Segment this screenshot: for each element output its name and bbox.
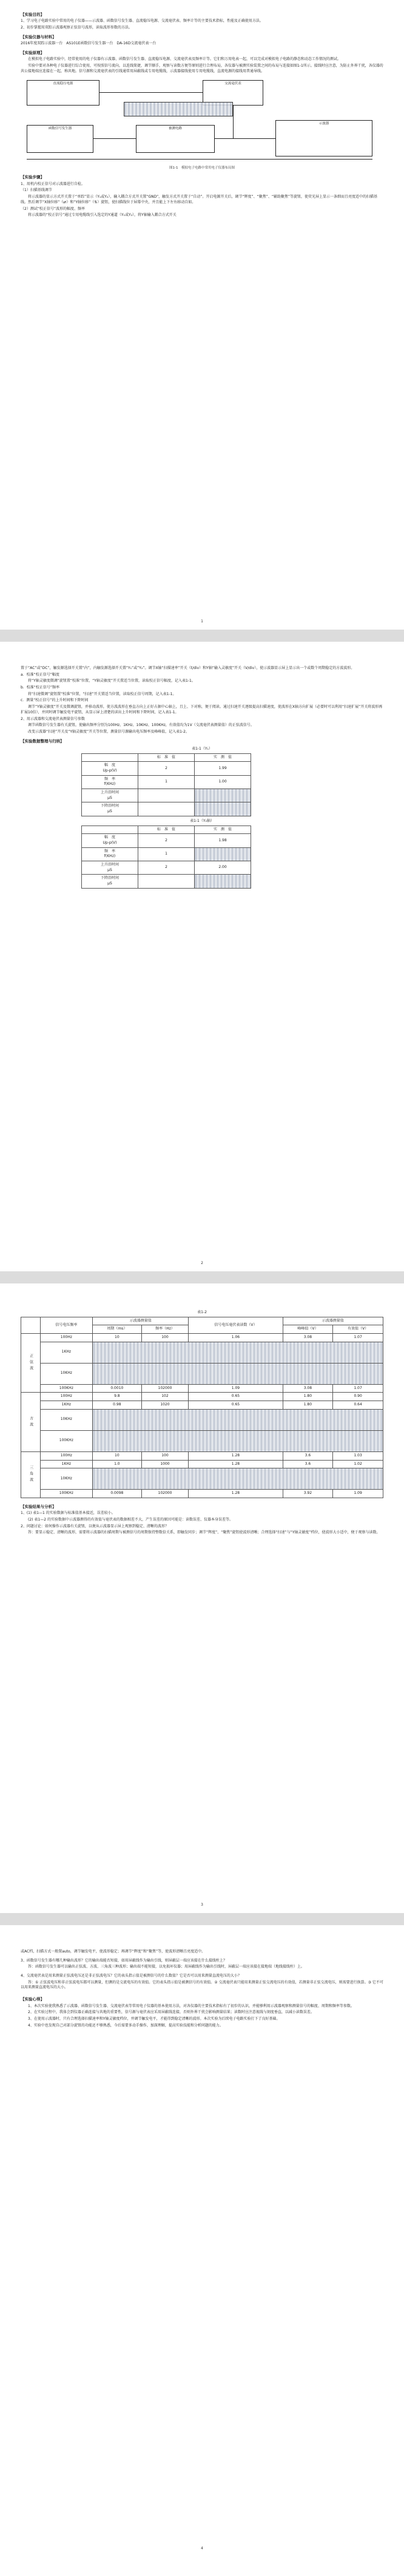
wire: [27, 159, 372, 160]
group-label: 三角波: [21, 1451, 41, 1498]
p2-line-7: 调节“Y轴灵敏度”开关及微调旋钮，并移动波形，使方波波形在垂直方向上正好占据中心轴上，且上、下对称，便于阅读。通过扫速开关逐级提高扫描速度，使波形在X轴方向扩展（必要时可以利用“扫速扩展”开关将波形再扩展10倍），并同时调节触发电平旋钮，从显示屏上清楚的读出上升时间和下降时间，记入表1-1。: [21, 705, 383, 715]
instrument-layout-diagram: [21, 78, 379, 163]
table-row: 10KHz: [21, 1363, 383, 1384]
p2-line-6: c．测量“校正信号”的上升时间和下降时间: [21, 698, 89, 703]
table-header-cell: 信号电压毫伏表读数（V）: [189, 1317, 283, 1333]
p2-line-3: 将“Y轴灵敏度微调”旋钮置“校准”位置，“Y轴灵敏度”开关置适当位置，读取校正信号幅度，记入表1-1。: [28, 679, 195, 684]
table-2-caption: 表1-2: [197, 1310, 207, 1314]
table-header-cell: 信号电压频率: [40, 1317, 93, 1333]
table-header-cell: 标 准 值: [138, 826, 195, 834]
principle-line-1: 在模拟电子电路实验中，经常使用的电子仪器有示波器、函数信号发生器、直流稳压电源、交流毫伏表及频率计等。它们和万用电表一起，可以完成对模拟电子电路的静态和动态工作情况的测试。: [28, 57, 342, 62]
content-line-5: 将示波器的“校正信号”通过专用电缆线引入选定的Y通道（Y₁或Y₂），将Y轴输入耦合方式开关: [28, 213, 177, 218]
goal-line-1: 1、学习电子电路实验中常用的电子仪器——示波器、函数信号发生器、直流稳压电源、交流毫伏表、频率计等的主要技术指标，性能及正确使用方法。: [21, 19, 263, 24]
figure-caption: 图1-1 模拟电子电路中常用电子仪器布局图: [169, 166, 235, 170]
content-line-4: （2）测试“校正信号”波形的幅度、频率: [21, 206, 86, 211]
reflect-line-3: 3、在使用示波器时，只有合理选择扫描速率和Y轴灵敏度档位，并调节触发电平，才能得到稳定清晰的波形。本次实验为后续电子电路实验打下了良好基础。: [28, 2016, 280, 2021]
blurred-cell: [93, 1430, 383, 1451]
table-header-row: [21, 1317, 383, 1325]
blurred-cell: [195, 847, 251, 861]
p2-line-5: 将“扫速微调”旋钮置“校准”位置，“扫速”开关置适当位置，读取校正信号周期，记入表1-1。: [28, 691, 177, 696]
table-row: 100KHz 0.0098 102000 1.28 3.92 1.09: [21, 1490, 383, 1498]
table-row: 正弦波 100Hz 10 100 1.06 3.08 1.07: [21, 1334, 383, 1342]
table-2: [21, 1317, 383, 1498]
page-number: 3: [201, 1903, 203, 1908]
page-1: [0, 0, 404, 630]
table-row: 频 率 f(KHz) 1 1.00: [82, 775, 251, 789]
table-header-cell: 实 测 值: [195, 826, 251, 834]
table-row: 幅 度 Up-p(V) 2 1.99: [82, 762, 251, 775]
table-1b: [81, 826, 251, 889]
wire: [215, 138, 275, 139]
table-row: 100KHz 0.0010 102000 1.09 3.08 1.07: [21, 1384, 383, 1393]
table-header-cell: 周期（ms）: [93, 1325, 141, 1334]
table-header-cell: [82, 826, 138, 834]
p2-line-9: 调节函数信号发生器有关旋钮，使输出频率分别为100Hz、1KHz、10KHz、100KHz，有效值均为1V（交流毫伏表测量值）的正弦波信号。: [28, 723, 254, 728]
section-principle-heading: 【实验原理】: [21, 50, 44, 55]
blurred-cell: [93, 1468, 383, 1490]
group-label: 正弦波: [21, 1334, 41, 1393]
table-row: 上升沿时间 μS: [82, 789, 251, 802]
table-header-row: [82, 753, 251, 762]
content-line-2: （1）扫描基线调节: [21, 188, 52, 193]
goal-line-2: 2、初步掌握用双踪示波器观察正弦信号波形，读取波形参数的方法。: [21, 25, 132, 30]
table-header-cell: 频率（Hz）: [141, 1325, 189, 1334]
table-row: 10KHz: [21, 1409, 383, 1430]
page-3: [0, 1283, 404, 1913]
equipment-line: 2016年度双踪示波器一台 AS101E函数信号发生器一台 DA-16D交流毫伏表一台: [21, 41, 157, 46]
table-row: 10KHz: [21, 1468, 383, 1490]
result-line-2: (2) 表1—2 的实验数据中示波器测得的有效值与毫伏表的数据相差不大，产生误差的原因可能是：读数误差、仪器本身误差等。: [28, 1517, 233, 1522]
page-4: [0, 1925, 404, 2576]
content-line-1: 1、用机内校正信号对示波器进行自检。: [21, 181, 85, 186]
page-number: 1: [201, 619, 203, 624]
section-reflect-heading: 【实验心得】: [21, 1997, 44, 2002]
table-header-cell: 示波器测量值: [283, 1317, 383, 1325]
table-header-cell: 峰峰值（V）: [283, 1325, 333, 1334]
p4-line-4: 4、交流毫伏表是用来测量正弦波电压还是非正弦波电压？它的表头指示值是被测信号的什么数值？它是否可以用来测量直流电压的大小？: [21, 1974, 241, 1979]
p2-line-8: 2、用示波器和交流毫伏表测量信号参数: [21, 716, 85, 721]
section-result-heading: 【实验结果与分析】: [21, 1504, 56, 1509]
page-number: 4: [201, 2546, 203, 2551]
table-1a: [81, 753, 251, 816]
wire: [93, 138, 136, 139]
principle-line-2: 实验中要对各种电子仪器进行综合使用，可按照信号流向，以连线简捷，调节顺手，观察与读数方便等原则进行合理布局，各仪器与被测实验装置之间的布局与连接如图1-1所示。接线时应注意，为防止外界干扰，各仪器的共公接地端应连接在一起，称共地。信号源和交流毫伏表的引线通常用屏蔽线或专用电缆线，示波器接线使用专用电缆线，直流电源的接线用普通导线。: [21, 64, 383, 73]
table-row: 1KHz 0.98 1020 0.65 1.80 0.64: [21, 1401, 383, 1410]
table-header-cell: 示波器测量值: [93, 1317, 189, 1325]
reflect-line-2: 2、在实验过程中，我体会到仪器正确连接与共地的重要性，信号源与毫伏表应采用屏蔽线连接，否则外界干扰会影响测量结果；读数时应注意视线与刻度垂直，以减小读数误差。: [28, 2010, 314, 2015]
blurred-cell: [93, 1363, 383, 1384]
p4-line-1: 或AC档，扫描方式一般置auto，调节触发电平，使波形稳定；再调节“辉度”和“聚焦”等，使波形清晰且亮度适中。: [21, 1949, 206, 1954]
table-row: 幅 度 Up-p(V) 2 1.98: [82, 834, 251, 847]
table-row: 1KHz 1.0 1000 1.28 3.6 1.02: [21, 1460, 383, 1468]
blurred-cell: [195, 875, 251, 888]
reflect-line-4: 4、实验中也发现自己对部分旋钮的功能还不够熟悉，今后需要多动手操作，加深理解，提高实验技能和分析问题的能力。: [28, 2023, 223, 2028]
result-line-4: 答：要显示稳定、清晰的波形，需要将示波器的扫描周期与被测信号的周期保持整数倍关系，即触发同步；调节“辉度”、“聚焦”旋钮使波形清晰；合理选择“扫速”与“Y轴灵敏度”档位，使波形大小适中，便于观察与读数。: [28, 1530, 380, 1535]
table-header-cell: 标 准 值: [138, 753, 195, 762]
p2-line-2: a．校准“校正信号”幅度: [21, 672, 59, 677]
p4-line-5: 答：① 正弦波电压和非正弦波电压都可以测量，但测的是交流电压的有效值。它的表头指示值是被测信号的有效值。② 交流毫伏表只能用来测量正弦交流电压的有效值，若测量非正弦交流电压，则需要进行换算。③ 它不可以用来测量直流电压的大小。: [21, 1980, 383, 1990]
wire: [99, 92, 203, 93]
diagram-dut: 被测电路: [136, 125, 215, 153]
table-header-row: [82, 826, 251, 834]
table-row: 频 率 f(KHz) 1: [82, 847, 251, 861]
table-1b-caption: 表1-1（Y₂轴）: [190, 818, 214, 823]
section-goal-heading: 【实验目的】: [21, 12, 44, 17]
reflect-line-1: 1、本次实验使我熟悉了示波器、函数信号发生器、交流毫伏表等常用电子仪器的基本使用方法，对各仪器的主要技术指标有了初步的认识，并能够利用示波器观察和测量信号的幅度、周期和频率等参数。: [28, 2003, 354, 2008]
table-header-cell: 实 测 值: [195, 753, 251, 762]
diagram-mv-meter: 交流毫伏表: [203, 80, 263, 106]
blurred-cell: [93, 1409, 383, 1430]
table-row: 上升沿时间 μS 2 2.00: [82, 861, 251, 874]
diagram-dut-blurred: [124, 102, 233, 116]
p4-line-3: 答：函数信号发生器可以输出正弦波、方波、三角波三种波形；输出端不能短接，以免损坏仪器；用屏蔽线作为输出引线时，屏蔽层一端应该接在接地端（地线接线柱）上。: [28, 1965, 305, 1969]
blurred-cell: [93, 1342, 383, 1363]
p2-line-4: b．校准“校正信号”频率: [21, 685, 60, 690]
p2-line-1: 置于“AC”或“DC”，触发源选择开关置“内”，内触发源选择开关置“Y₁”或“Y₂”。调节X轴“扫描速率”开关（t/div）和Y轴“输入灵敏度”开关（V/div），使示波器显示屏上显示出一个或数个周期稳定的方波波形。: [21, 666, 355, 670]
section-record-heading: 【实验数据整理与归纳】: [21, 738, 64, 744]
content-line-3: 将示波器的显示方式开关置于“单踪”显示（Y₁或Y₂），输入耦合方式开关置“GND”，触发方式开关置于“自动”。开启电源开关后，调节“辉度”、“聚焦”、“辅助聚焦”等旋钮，使荧光屏上显示一条细而且亮度适中的扫描基线。然后调节“X轴位移”（⇄）和“Y轴位移”（⇅）旋钮，使扫描线位于屏幕中央，并且能上下左右移动自如。: [21, 195, 378, 204]
result-line-1: 1、(1) 表1—1 的实验数据与标准值基本接近，误差较小。: [21, 1511, 115, 1516]
table-row: 三角波 100Hz 10 100 1.28 3.6 1.03: [21, 1451, 383, 1460]
table-row: 下降沿时间 μS: [82, 802, 251, 816]
page-2: [0, 642, 404, 1271]
section-equipment-heading: 【实验仪器与材料】: [21, 34, 56, 39]
table-row: 1KHz: [21, 1342, 383, 1363]
p4-line-2: 3、函数信号发生器有哪几种输出波形？它的输出端能否短接，如用屏蔽线作为输出引线，则屏蔽层一端应该接在什么接线柱上？: [21, 1958, 227, 1963]
page-number: 2: [201, 1261, 203, 1266]
table-row: 下降沿时间 μS: [82, 875, 251, 888]
diagram-power-supply: 直流稳压电源: [27, 80, 99, 106]
table-header-cell: [82, 753, 138, 762]
table-1a-caption: 表1-1（Y₁）: [192, 746, 212, 751]
diagram-oscilloscope: 示波器: [275, 120, 372, 156]
table-row: 方波 100Hz 9.8 102 0.65 1.80 0.90: [21, 1393, 383, 1401]
blurred-cell: [195, 789, 251, 802]
table-row: 100KHz: [21, 1430, 383, 1451]
p2-line-10: 改变示波器“扫速”开关及“Y轴灵敏度”开关等位置，测量信号源输出电压频率及峰峰值，记入表1-2。: [28, 729, 189, 734]
blurred-cell: [195, 802, 251, 816]
diagram-function-generator: 函数信号发生器: [27, 125, 93, 153]
group-label: 方波: [21, 1393, 41, 1451]
wire: [233, 106, 234, 138]
section-content-heading: 【实验步骤】: [21, 175, 44, 180]
result-line-3: 2、问题讨论：如何操作示波器有关旋钮，以便从示波器显示屏上观察到稳定、清晰的波形？: [21, 1524, 169, 1528]
table-header-cell: 有效值（V）: [333, 1325, 383, 1334]
